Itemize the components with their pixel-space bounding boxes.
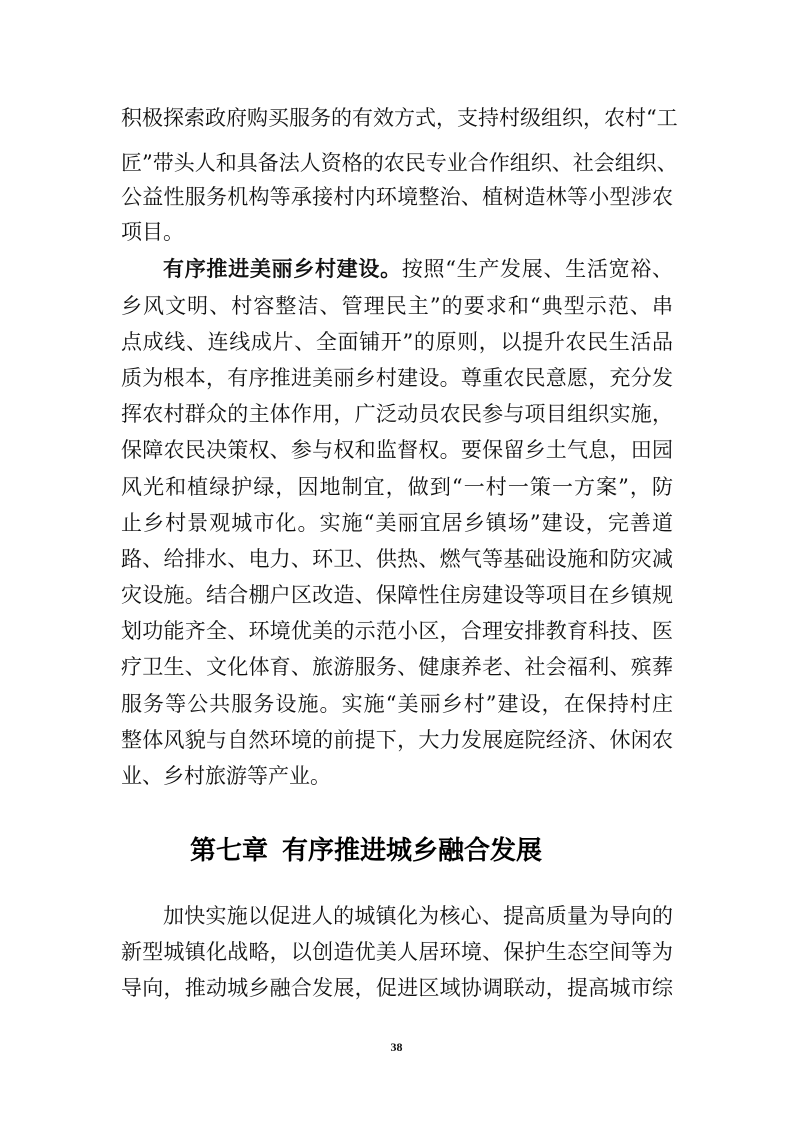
paragraph-2-line: 路、给排水、电力、环卫、供热、燃气等基础设施和防灾减 (121, 547, 673, 571)
paragraph-2-line: 保障农民决策权、参与权和监督权。要保留乡土气息，田园 (121, 438, 673, 462)
paragraph-2-first-line-rest: 按照“生产发展、生活宽裕、 (401, 257, 673, 281)
paragraph-1-line: 积极探索政府购买服务的有效方式，支持村级组织，农村“工 (121, 106, 678, 130)
paragraph-2-line: 挥农村群众的主体作用，广泛动员农民参与项目组织实施， (121, 402, 673, 426)
paragraph-2-line: 质为根本，有序推进美丽乡村建设。尊重农民意愿，充分发 (121, 366, 673, 390)
paragraph-2-line: 乡风文明、村容整洁、管理民主”的要求和“典型示范、串 (121, 294, 673, 318)
chapter-number: 第七章 (190, 836, 269, 866)
paragraph-3-line: 新型城镇化战略，以创造优美人居环境、保护生态空间等为 (121, 940, 673, 964)
paragraph-1-line: 匠”带头人和具备法人资格的农民专业合作组织、社会组织、 (121, 151, 678, 175)
chapter-heading (190, 835, 542, 867)
chapter-title: 有序推进城乡融合发展 (282, 836, 543, 866)
paragraph-3-line: 导向，推动城乡融合发展，促进区域协调联动，提高城市综 (121, 976, 673, 1000)
paragraph-2-line: 划功能齐全、环境优美的示范小区，合理安排教育科技、医 (121, 619, 673, 643)
paragraph-2-line: 疗卫生、文化体育、旅游服务、健康养老、社会福利、殡葬 (121, 655, 673, 679)
paragraph-2-line: 业、乡村旅游等产业。 (121, 764, 331, 788)
paragraph-2-line: 风光和植绿护绿，因地制宜，做到“一村一策一方案”，防 (121, 475, 673, 499)
paragraph-2-first-line (163, 257, 673, 281)
paragraph-3-line: 加快实施以促进人的城镇化为核心、提高质量为导向的 (163, 904, 673, 928)
paragraph-2-line: 止乡村景观城市化。实施“美丽宜居乡镇场”建设，完善道 (121, 511, 673, 535)
paragraph-2-line: 灾设施。结合棚户区改造、保障性住房建设等项目在乡镇规 (121, 583, 673, 607)
paragraph-2-lead: 有序推进美丽乡村建设。 (163, 256, 402, 281)
paragraph-2-line: 点成线、连线成片、全面铺开”的原则，以提升农民生活品 (121, 330, 673, 354)
paragraph-1-line: 公益性服务机构等承接村内环境整治、植树造林等小型涉农 (121, 185, 673, 209)
paragraph-2-line: 整体风貌与自然环境的前提下，大力发展庭院经济、休闲农 (121, 728, 673, 752)
page-number: 38 (390, 1040, 403, 1054)
paragraph-1-line: 项目。 (121, 220, 184, 244)
paragraph-2-line: 服务等公共服务设施。实施“美丽乡村”建设，在保持村庄 (121, 692, 673, 716)
